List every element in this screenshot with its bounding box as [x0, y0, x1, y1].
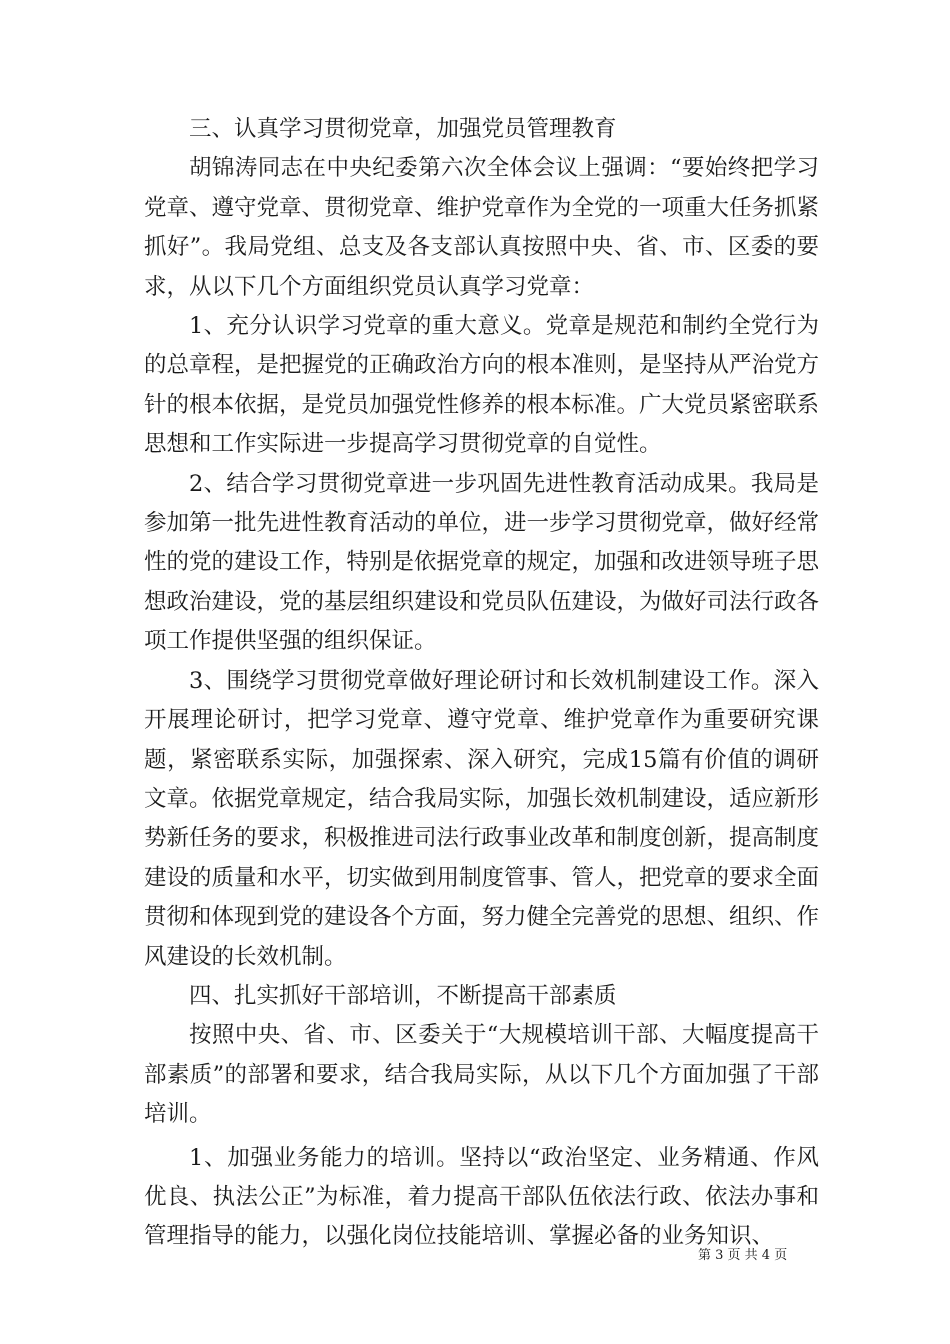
section-heading-four: 四、扎实抓好干部培训，不断提高干部素质: [189, 982, 617, 1009]
paragraph-training-intro: 按照中央、省、市、区委关于“大规模培训干部、大幅度提高干部素质”的部署和要求，结合我局实际，从以下几个方面加强了干部培训。: [144, 1022, 819, 1128]
paragraph-item-1: 1、充分认识学习党章的重大意义。党章是规范和制约全党行为的总章程，是把握党的正确政治方向的根本准则，是坚持从严治党方针的根本依据，是党员加强党性修养的根本标准。广大党员紧密联系思想和工作实际进一步提高学习贯彻党章的自觉性。: [144, 313, 820, 458]
paragraph-training-item-1: 1、加强业务能力的培训。坚持以“政治坚定、业务精通、作风优良、执法公正”为标准，着力提高干部队伍依法行政、依法办事和管理指导的能力，以强化岗位技能培训、掌握必备的业务知识、: [144, 1144, 819, 1250]
page-number: 第 3 页 共 4 页: [698, 1248, 788, 1263]
paragraph-item-3: 3、围绕学习贯彻党章做好理论研讨和长效机制建设工作。深入开展理论研讨，把学习党章、遵守党章、维护党章作为重要研究课题，紧密联系实际，加强探索、深入研究，完成15篇有价值的调研文章。依据党章规定，结合我局实际，加强长效机制建设，适应新形势新任务的要求，积极推进司法行政事业改革和制度创新，提高制度建设的质量和水平，切实做到用制度管事、管人，把党章的要求全面贯彻和体现到党的建设各个方面，努力健全完善党的思想、组织、作风建设的长效机制。: [144, 667, 820, 970]
section-heading-three: 三、认真学习贯彻党章，加强党员管理教育: [189, 116, 617, 142]
document-body: [144, 110, 819, 1257]
paragraph-item-2: 2、结合学习贯彻党章进一步巩固先进性教育活动成果。我局是参加第一批先进性教育活动的单位，进一步学习贯彻党章，做好经常性的党的建设工作，特别是依据党章的规定，加强和改进领导班子思想政治建设，党的基层组织建设和党员队伍建设，为做好司法行政各项工作提供坚强的组织保证。: [144, 470, 820, 655]
paragraph-intro: 胡锦涛同志在中央纪委第六次全体会议上强调：“要始终把学习党章、遵守党章、贯彻党章、维护党章作为全党的一项重大任务抓紧抓好”。我局党组、总支及各支部认真按照中央、省、市、区委的要求，从以下几个方面组织党员认真学习党章：: [144, 155, 820, 300]
